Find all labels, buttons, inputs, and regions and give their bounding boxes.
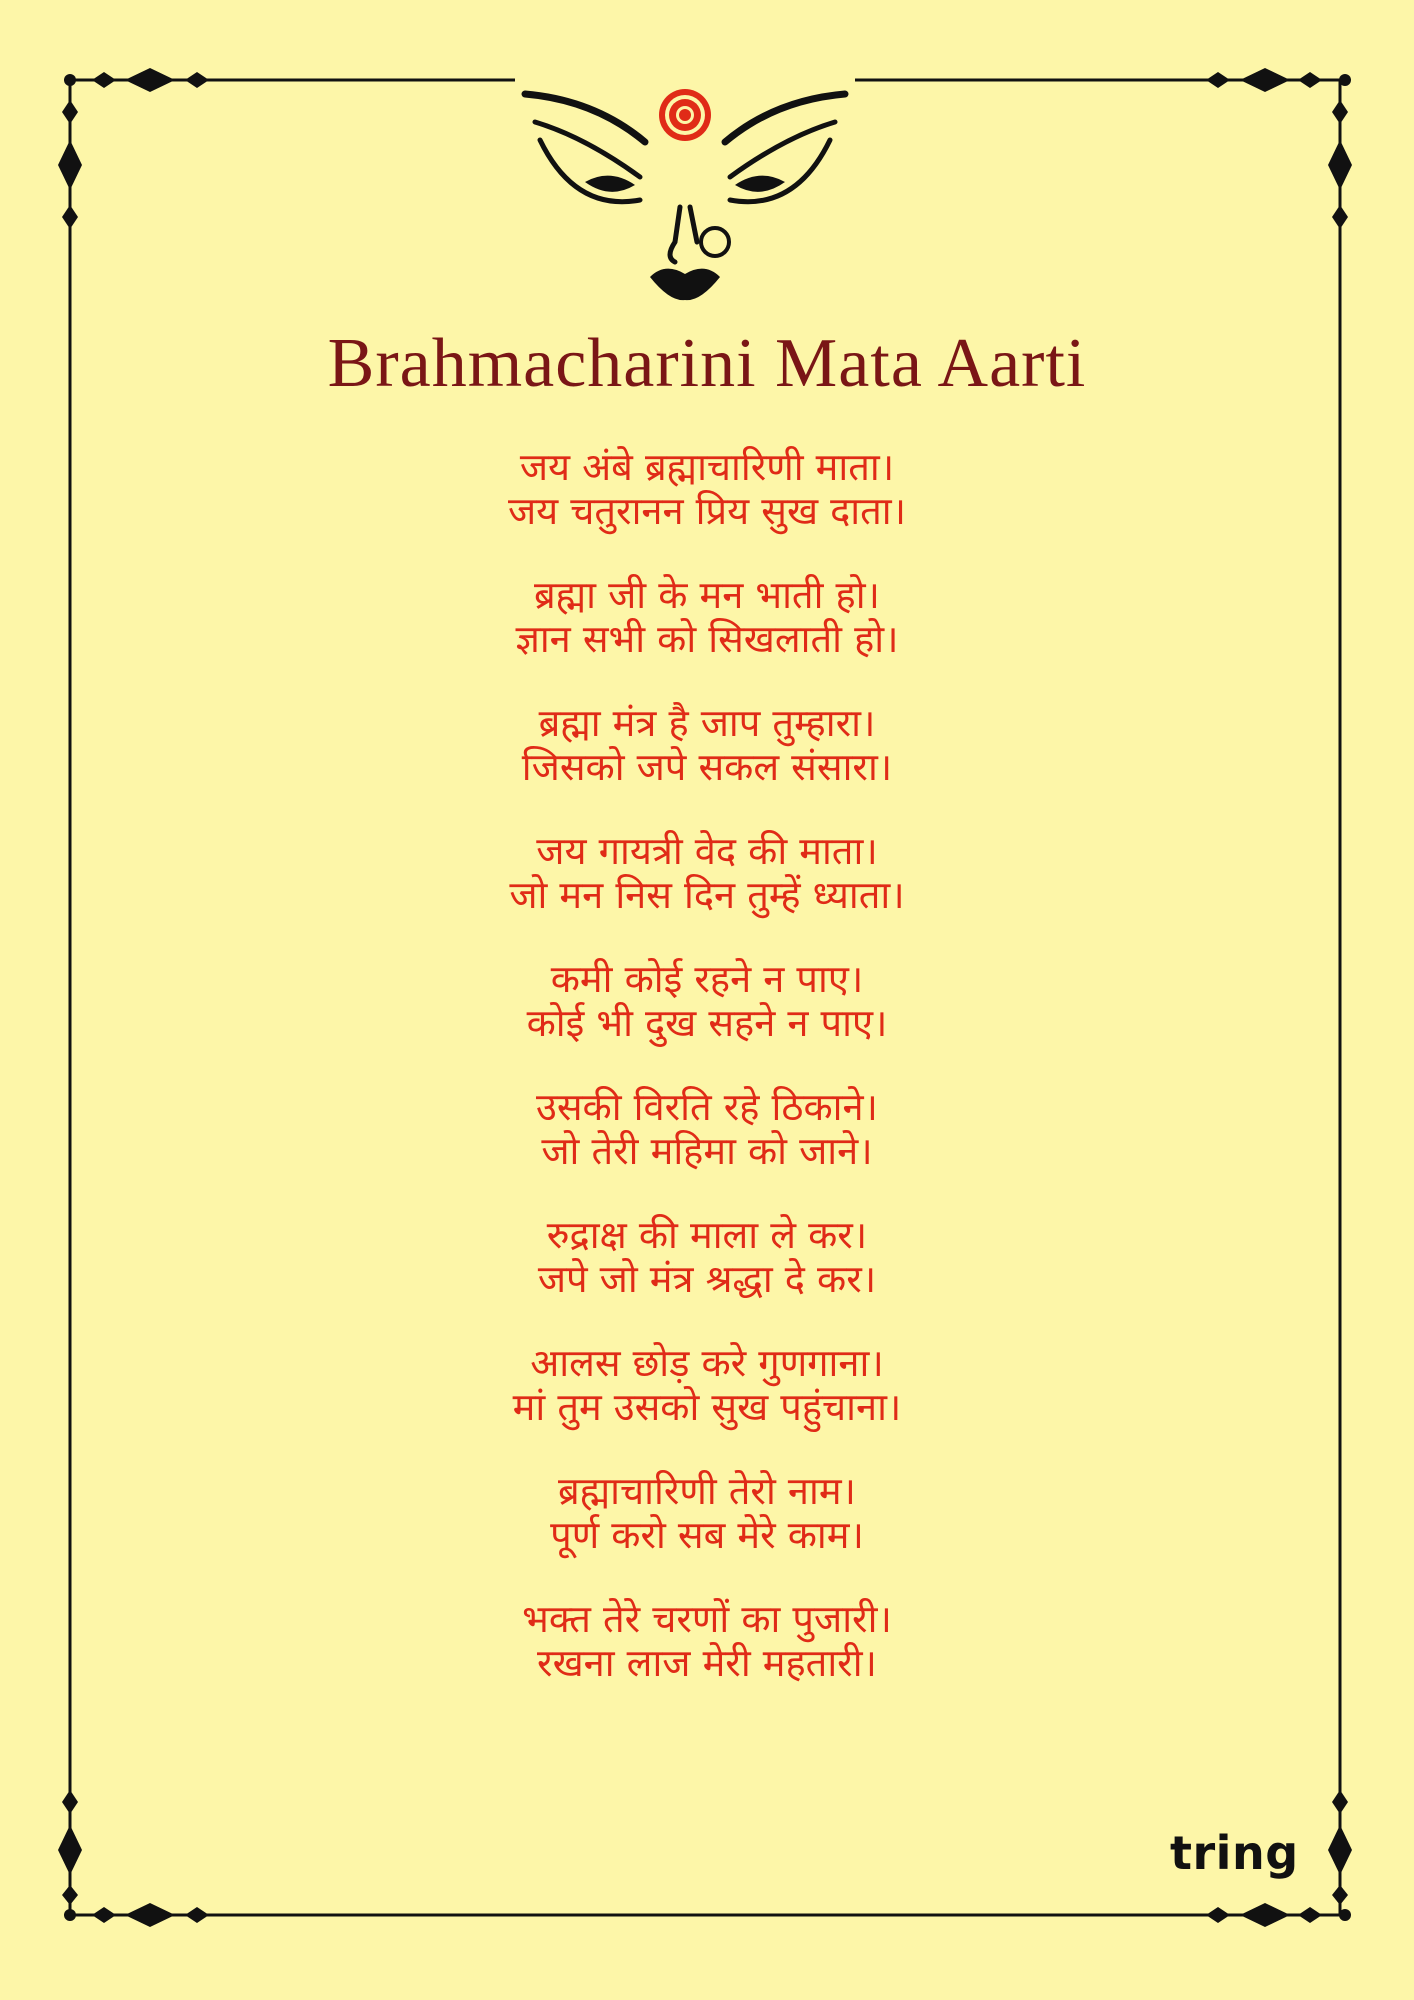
verse-line: जपे जो मंत्र श्रद्धा दे कर। (537, 1257, 877, 1301)
brand-logo: tring (1170, 1826, 1299, 1880)
verse-line: जिसको जपे सकल संसारा। (521, 745, 893, 789)
aarti-verses (0, 445, 1414, 1725)
verse-line: पूर्ण करो सब मेरे काम। (550, 1513, 864, 1557)
verse (0, 957, 1414, 1085)
verse (0, 1213, 1414, 1341)
verse (0, 1597, 1414, 1725)
verse-line: उसकी विरति रहे ठिकाने। (536, 1085, 878, 1129)
verse-line: जो तेरी महिमा को जाने। (541, 1129, 873, 1173)
verse-line: ज्ञान सभी को सिखलाती हो। (515, 617, 899, 661)
verse-line: भक्त तेरे चरणों का पुजारी। (522, 1597, 892, 1641)
verse (0, 829, 1414, 957)
verse-line: मां तुम उसको सुख पहुंचाना। (512, 1385, 902, 1429)
durga-face-icon (515, 82, 855, 322)
verse-line: जो मन निस दिन तुम्हें ध्याता। (509, 873, 905, 917)
page-title: Brahmacharini Mata Aarti (327, 325, 1087, 402)
verse (0, 445, 1414, 573)
verse-line: आलस छोड़ करे गुणगाना। (530, 1341, 884, 1385)
verse-line: कोई भी दुख सहने न पाए। (526, 1001, 888, 1045)
verse (0, 701, 1414, 829)
verse (0, 1341, 1414, 1469)
verse-line: ब्रह्मा मंत्र है जाप तुम्हारा। (538, 701, 876, 745)
verse-line: रुद्राक्ष की माला ले कर। (546, 1213, 868, 1257)
verse-line: जय अंबे ब्रह्माचारिणी माता। (519, 445, 895, 489)
verse-line: ब्रह्माचारिणी तेरो नाम। (558, 1469, 856, 1513)
verse-line: रखना लाज मेरी महतारी। (537, 1641, 877, 1685)
verse-line: जय गायत्री वेद की माता। (536, 829, 878, 873)
verse (0, 573, 1414, 701)
verse (0, 1469, 1414, 1597)
verse (0, 1085, 1414, 1213)
verse-line: जय चतुरानन प्रिय सुख दाता। (507, 489, 907, 533)
verse-line: कमी कोई रहने न पाए। (550, 957, 864, 1001)
verse-line: ब्रह्मा जी के मन भाती हो। (534, 573, 880, 617)
